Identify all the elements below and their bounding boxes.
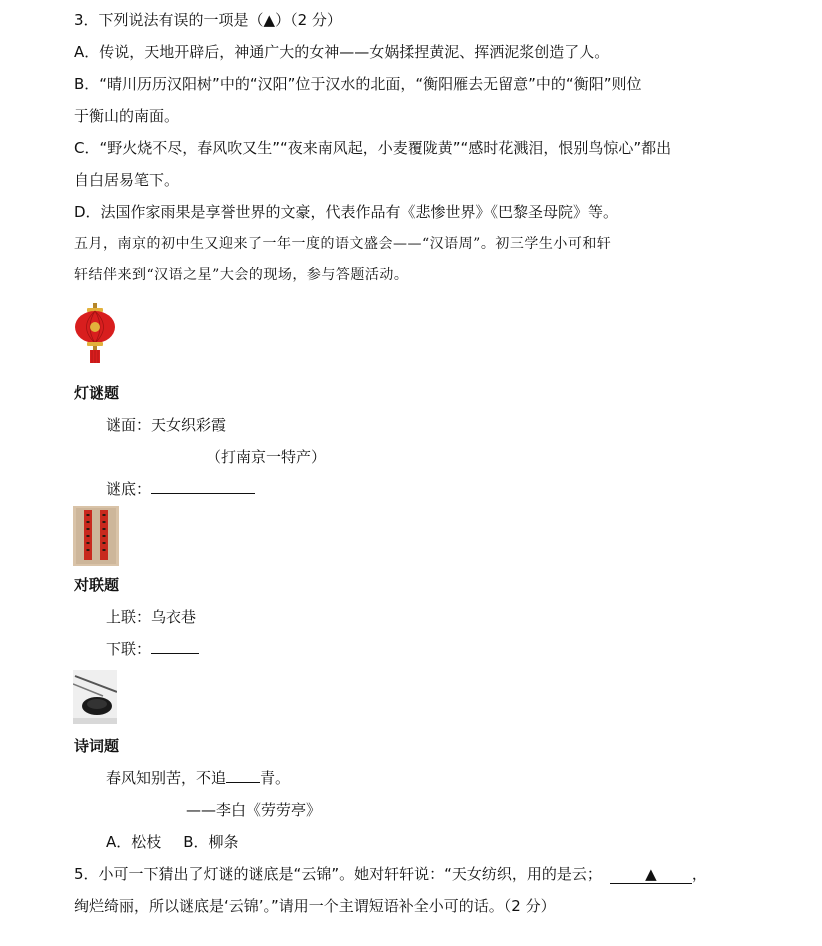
q5-line1 [74, 863, 707, 885]
intro-line1: 五月，南京的初中生又迎来了一年一度的语文盛会——“汉语周”。初三学生小可和轩 [74, 236, 612, 252]
riddle-answer [106, 478, 255, 500]
riddle-hint: （打南京一特产） [206, 448, 327, 466]
q5-answer-blank[interactable]: ▲ [610, 865, 692, 884]
riddle-answer-blank[interactable] [151, 478, 255, 494]
q3-option-b-line2: 于衡山的南面。 [74, 107, 180, 125]
q5-line1-after: ， [691, 865, 707, 883]
intro-line2: 轩结伴来到“汉语之星”大会的现场，参与答题活动。 [74, 267, 409, 283]
q3-option-c-line1: C．“野火烧不尽，春风吹又生”“夜来南风起，小麦覆陇黄”“感时花溅泪，恨别鸟惊心”都出 [74, 139, 672, 157]
ink-brush-icon [73, 670, 117, 724]
q3-option-b-line1: B．“晴川历历汉阳树”中的“汉阳”位于汉水的北面，“衡阳雁去无留意”中的“衡阳”则位 [74, 75, 642, 93]
couplet-lower-label: 下联： [106, 640, 152, 658]
q3-option-a: A．传说，天地开辟后，神通广大的女神——女娲揉捏黄泥、挥洒泥浆创造了人。 [74, 43, 610, 61]
couplet-upper: 上联：乌衣巷 [106, 608, 197, 626]
poem-line-before: 春风知别苦，不追 [106, 769, 227, 787]
q3-stem: 3．下列说法有误的一项是（▲）（2 分） [74, 11, 342, 29]
riddle-heading: 灯谜题 [74, 384, 120, 402]
couplet-lower [106, 638, 199, 660]
poem-option-b[interactable]: B．柳条 [183, 833, 239, 851]
q5-line2: 绚烂绮丽，所以谜底是‘云锦’。”请用一个主谓短语补全小可的话。（2 分） [74, 897, 556, 915]
couplet-scroll-icon [73, 506, 119, 566]
q5-line1-before: 5．小可一下猜出了灯谜的谜底是“云锦”。她对轩轩说：“天女纺织，用的是云； [74, 865, 602, 883]
riddle-answer-label: 谜底： [106, 480, 152, 498]
poem-option-a[interactable]: A．松枝 [106, 833, 162, 851]
riddle-face: 谜面：天女织彩霞 [106, 416, 227, 434]
poem-attribution: ——李白《劳劳亭》 [186, 801, 322, 819]
red-lantern-icon [73, 303, 117, 365]
poem-blank[interactable] [226, 767, 260, 783]
poem-line-after: 青。 [260, 769, 291, 787]
poem-line [106, 767, 290, 789]
poem-options [106, 831, 239, 853]
couplet-heading: 对联题 [74, 576, 120, 594]
poem-heading: 诗词题 [74, 737, 120, 755]
q3-option-c-line2: 自白居易笔下。 [74, 171, 180, 189]
couplet-lower-blank[interactable] [151, 638, 199, 654]
q3-option-d: D．法国作家雨果是享誉世界的文豪，代表作品有《悲惨世界》《巴黎圣母院》等。 [74, 203, 619, 221]
